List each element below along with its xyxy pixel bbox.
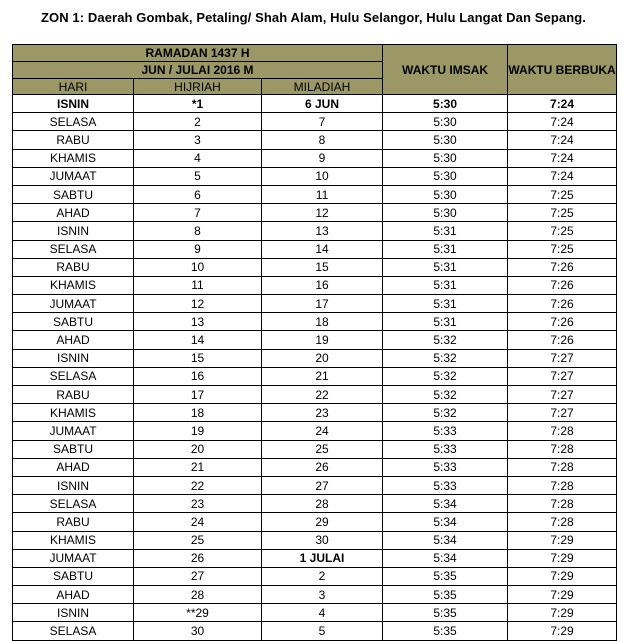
cell-miladiah: 22 xyxy=(262,386,383,404)
cell-hari: KHAMIS xyxy=(13,149,134,167)
cell-waktu-imsak: 5:30 xyxy=(383,131,508,149)
cell-waktu-berbuka: 7:26 xyxy=(508,313,617,331)
cell-hijriah: 4 xyxy=(134,149,262,167)
cell-miladiah: 17 xyxy=(262,295,383,313)
cell-miladiah: 3 xyxy=(262,586,383,604)
cell-hijriah: 9 xyxy=(134,240,262,258)
cell-hari: SELASA xyxy=(13,367,134,385)
cell-waktu-berbuka: 7:29 xyxy=(508,586,617,604)
table-row xyxy=(13,276,617,294)
cell-hari: AHAD xyxy=(13,331,134,349)
cell-hijriah: 6 xyxy=(134,185,262,203)
cell-hijriah: 11 xyxy=(134,276,262,294)
table-row xyxy=(13,567,617,585)
cell-miladiah: 18 xyxy=(262,313,383,331)
cell-waktu-berbuka: 7:26 xyxy=(508,276,617,294)
cell-hari: SABTU xyxy=(13,313,134,331)
header-month: JUN / JULAI 2016 M xyxy=(13,62,383,79)
cell-waktu-imsak: 5:31 xyxy=(383,222,508,240)
cell-hari: RABU xyxy=(13,131,134,149)
table-row xyxy=(13,131,617,149)
table-row xyxy=(13,113,617,131)
cell-hari: SABTU xyxy=(13,185,134,203)
cell-waktu-berbuka: 7:28 xyxy=(508,495,617,513)
cell-miladiah: 24 xyxy=(262,422,383,440)
cell-hijriah: 26 xyxy=(134,549,262,567)
cell-waktu-berbuka: 7:26 xyxy=(508,295,617,313)
cell-hijriah: 12 xyxy=(134,295,262,313)
cell-hari: SABTU xyxy=(13,567,134,585)
cell-miladiah: 9 xyxy=(262,149,383,167)
cell-miladiah: 27 xyxy=(262,476,383,494)
cell-hijriah: 23 xyxy=(134,495,262,513)
table-row xyxy=(13,531,617,549)
cell-hari: JUMAAT xyxy=(13,167,134,185)
table-row xyxy=(13,349,617,367)
header-hari: HARI xyxy=(13,79,134,95)
cell-hari: AHAD xyxy=(13,586,134,604)
cell-hijriah: *1 xyxy=(134,95,262,113)
cell-waktu-imsak: 5:31 xyxy=(383,313,508,331)
table-row xyxy=(13,513,617,531)
table-row xyxy=(13,313,617,331)
cell-waktu-imsak: 5:30 xyxy=(383,185,508,203)
header-waktu-imsak: WAKTU IMSAK xyxy=(383,45,508,95)
cell-waktu-berbuka: 7:27 xyxy=(508,349,617,367)
cell-hijriah: 28 xyxy=(134,586,262,604)
cell-miladiah: 7 xyxy=(262,113,383,131)
cell-waktu-imsak: 5:32 xyxy=(383,331,508,349)
cell-miladiah: 13 xyxy=(262,222,383,240)
cell-waktu-imsak: 5:31 xyxy=(383,258,508,276)
cell-waktu-berbuka: 7:24 xyxy=(508,149,617,167)
table-row xyxy=(13,622,617,640)
cell-hijriah: 22 xyxy=(134,476,262,494)
cell-waktu-imsak: 5:35 xyxy=(383,567,508,585)
cell-hari: SELASA xyxy=(13,622,134,640)
cell-miladiah: 4 xyxy=(262,604,383,622)
cell-waktu-imsak: 5:34 xyxy=(383,531,508,549)
cell-hijriah: 25 xyxy=(134,531,262,549)
cell-miladiah: 19 xyxy=(262,331,383,349)
cell-waktu-imsak: 5:31 xyxy=(383,295,508,313)
cell-waktu-berbuka: 7:28 xyxy=(508,422,617,440)
table-row xyxy=(13,549,617,567)
cell-hari: SELASA xyxy=(13,113,134,131)
cell-hijriah: 8 xyxy=(134,222,262,240)
header-hijriah: HIJRIAH xyxy=(134,79,262,95)
table-row xyxy=(13,222,617,240)
cell-waktu-berbuka: 7:28 xyxy=(508,440,617,458)
cell-hijriah: 17 xyxy=(134,386,262,404)
cell-hijriah: 7 xyxy=(134,204,262,222)
ramadan-schedule-table xyxy=(12,44,617,641)
header-waktu-berbuka: WAKTU BERBUKA xyxy=(508,45,617,95)
cell-waktu-imsak: 5:32 xyxy=(383,367,508,385)
cell-hijriah: 5 xyxy=(134,167,262,185)
cell-waktu-imsak: 5:32 xyxy=(383,386,508,404)
page-title: ZON 1: Daerah Gombak, Petaling/ Shah Alam, Hulu Selangor, Hulu Langat Dan Sepang. xyxy=(40,10,587,25)
table-row xyxy=(13,185,617,203)
cell-hijriah: **29 xyxy=(134,604,262,622)
cell-miladiah: 6 JUN xyxy=(262,95,383,113)
cell-miladiah: 21 xyxy=(262,367,383,385)
cell-miladiah: 28 xyxy=(262,495,383,513)
cell-hari: JUMAAT xyxy=(13,549,134,567)
cell-waktu-berbuka: 7:29 xyxy=(508,622,617,640)
cell-waktu-imsak: 5:31 xyxy=(383,240,508,258)
cell-miladiah: 16 xyxy=(262,276,383,294)
cell-miladiah: 30 xyxy=(262,531,383,549)
cell-hari: SABTU xyxy=(13,440,134,458)
cell-hari: KHAMIS xyxy=(13,531,134,549)
cell-hijriah: 13 xyxy=(134,313,262,331)
cell-waktu-imsak: 5:35 xyxy=(383,586,508,604)
cell-hijriah: 21 xyxy=(134,458,262,476)
cell-miladiah: 25 xyxy=(262,440,383,458)
cell-miladiah: 26 xyxy=(262,458,383,476)
table-row xyxy=(13,331,617,349)
cell-hari: RABU xyxy=(13,386,134,404)
cell-waktu-berbuka: 7:24 xyxy=(508,113,617,131)
cell-waktu-imsak: 5:34 xyxy=(383,549,508,567)
cell-miladiah: 23 xyxy=(262,404,383,422)
cell-waktu-imsak: 5:35 xyxy=(383,622,508,640)
cell-waktu-berbuka: 7:25 xyxy=(508,185,617,203)
cell-hari: ISNIN xyxy=(13,222,134,240)
cell-miladiah: 8 xyxy=(262,131,383,149)
cell-miladiah: 29 xyxy=(262,513,383,531)
cell-waktu-berbuka: 7:25 xyxy=(508,240,617,258)
cell-waktu-berbuka: 7:29 xyxy=(508,531,617,549)
table-row xyxy=(13,386,617,404)
cell-waktu-imsak: 5:35 xyxy=(383,604,508,622)
cell-waktu-berbuka: 7:28 xyxy=(508,458,617,476)
cell-hari: SELASA xyxy=(13,240,134,258)
cell-hari: ISNIN xyxy=(13,604,134,622)
cell-waktu-berbuka: 7:26 xyxy=(508,331,617,349)
cell-waktu-berbuka: 7:28 xyxy=(508,513,617,531)
cell-waktu-berbuka: 7:26 xyxy=(508,258,617,276)
schedule-rows xyxy=(13,95,617,641)
cell-waktu-imsak: 5:33 xyxy=(383,458,508,476)
cell-waktu-imsak: 5:30 xyxy=(383,204,508,222)
table-row xyxy=(13,258,617,276)
table-row xyxy=(13,149,617,167)
table-row xyxy=(13,422,617,440)
cell-hijriah: 27 xyxy=(134,567,262,585)
cell-waktu-berbuka: 7:27 xyxy=(508,367,617,385)
cell-hari: AHAD xyxy=(13,458,134,476)
cell-hari: ISNIN xyxy=(13,476,134,494)
cell-waktu-berbuka: 7:24 xyxy=(508,167,617,185)
cell-waktu-imsak: 5:34 xyxy=(383,513,508,531)
cell-miladiah: 2 xyxy=(262,567,383,585)
header-miladiah: MILADIAH xyxy=(262,79,383,95)
cell-miladiah: 14 xyxy=(262,240,383,258)
cell-hijriah: 19 xyxy=(134,422,262,440)
table-row xyxy=(13,367,617,385)
cell-hari: ISNIN xyxy=(13,349,134,367)
cell-hari: KHAMIS xyxy=(13,404,134,422)
table-row xyxy=(13,604,617,622)
table-row xyxy=(13,95,617,113)
cell-waktu-berbuka: 7:29 xyxy=(508,549,617,567)
cell-miladiah: 10 xyxy=(262,167,383,185)
table-row xyxy=(13,458,617,476)
cell-waktu-imsak: 5:33 xyxy=(383,422,508,440)
cell-miladiah: 5 xyxy=(262,622,383,640)
cell-waktu-imsak: 5:33 xyxy=(383,440,508,458)
cell-waktu-imsak: 5:33 xyxy=(383,476,508,494)
cell-waktu-berbuka: 7:27 xyxy=(508,386,617,404)
table-row xyxy=(13,495,617,513)
cell-miladiah: 12 xyxy=(262,204,383,222)
table-row xyxy=(13,404,617,422)
cell-waktu-berbuka: 7:27 xyxy=(508,404,617,422)
cell-hijriah: 16 xyxy=(134,367,262,385)
table-row xyxy=(13,440,617,458)
header-ramadan: RAMADAN 1437 H xyxy=(13,45,383,62)
cell-waktu-berbuka: 7:25 xyxy=(508,222,617,240)
cell-hijriah: 20 xyxy=(134,440,262,458)
table-row xyxy=(13,476,617,494)
table-row xyxy=(13,204,617,222)
cell-waktu-imsak: 5:31 xyxy=(383,276,508,294)
cell-hijriah: 30 xyxy=(134,622,262,640)
cell-waktu-berbuka: 7:24 xyxy=(508,95,617,113)
cell-hari: JUMAAT xyxy=(13,295,134,313)
cell-waktu-imsak: 5:32 xyxy=(383,349,508,367)
cell-waktu-imsak: 5:32 xyxy=(383,404,508,422)
cell-miladiah: 11 xyxy=(262,185,383,203)
cell-hari: RABU xyxy=(13,258,134,276)
cell-waktu-berbuka: 7:29 xyxy=(508,604,617,622)
cell-hijriah: 14 xyxy=(134,331,262,349)
cell-hijriah: 15 xyxy=(134,349,262,367)
cell-waktu-imsak: 5:30 xyxy=(383,149,508,167)
table-row xyxy=(13,240,617,258)
cell-miladiah: 20 xyxy=(262,349,383,367)
cell-hari: RABU xyxy=(13,513,134,531)
cell-hijriah: 2 xyxy=(134,113,262,131)
cell-hari: KHAMIS xyxy=(13,276,134,294)
cell-hijriah: 18 xyxy=(134,404,262,422)
cell-hari: JUMAAT xyxy=(13,422,134,440)
cell-miladiah: 1 JULAI xyxy=(262,549,383,567)
table-row xyxy=(13,295,617,313)
cell-waktu-berbuka: 7:24 xyxy=(508,131,617,149)
cell-waktu-berbuka: 7:25 xyxy=(508,204,617,222)
cell-hijriah: 3 xyxy=(134,131,262,149)
cell-miladiah: 15 xyxy=(262,258,383,276)
cell-hari: ISNIN xyxy=(13,95,134,113)
table-row xyxy=(13,167,617,185)
cell-waktu-berbuka: 7:29 xyxy=(508,567,617,585)
cell-waktu-imsak: 5:30 xyxy=(383,95,508,113)
cell-hijriah: 10 xyxy=(134,258,262,276)
cell-waktu-imsak: 5:30 xyxy=(383,113,508,131)
cell-hijriah: 24 xyxy=(134,513,262,531)
cell-waktu-berbuka: 7:28 xyxy=(508,476,617,494)
cell-hari: AHAD xyxy=(13,204,134,222)
cell-waktu-imsak: 5:34 xyxy=(383,495,508,513)
cell-waktu-imsak: 5:30 xyxy=(383,167,508,185)
table-row xyxy=(13,586,617,604)
cell-hari: SELASA xyxy=(13,495,134,513)
